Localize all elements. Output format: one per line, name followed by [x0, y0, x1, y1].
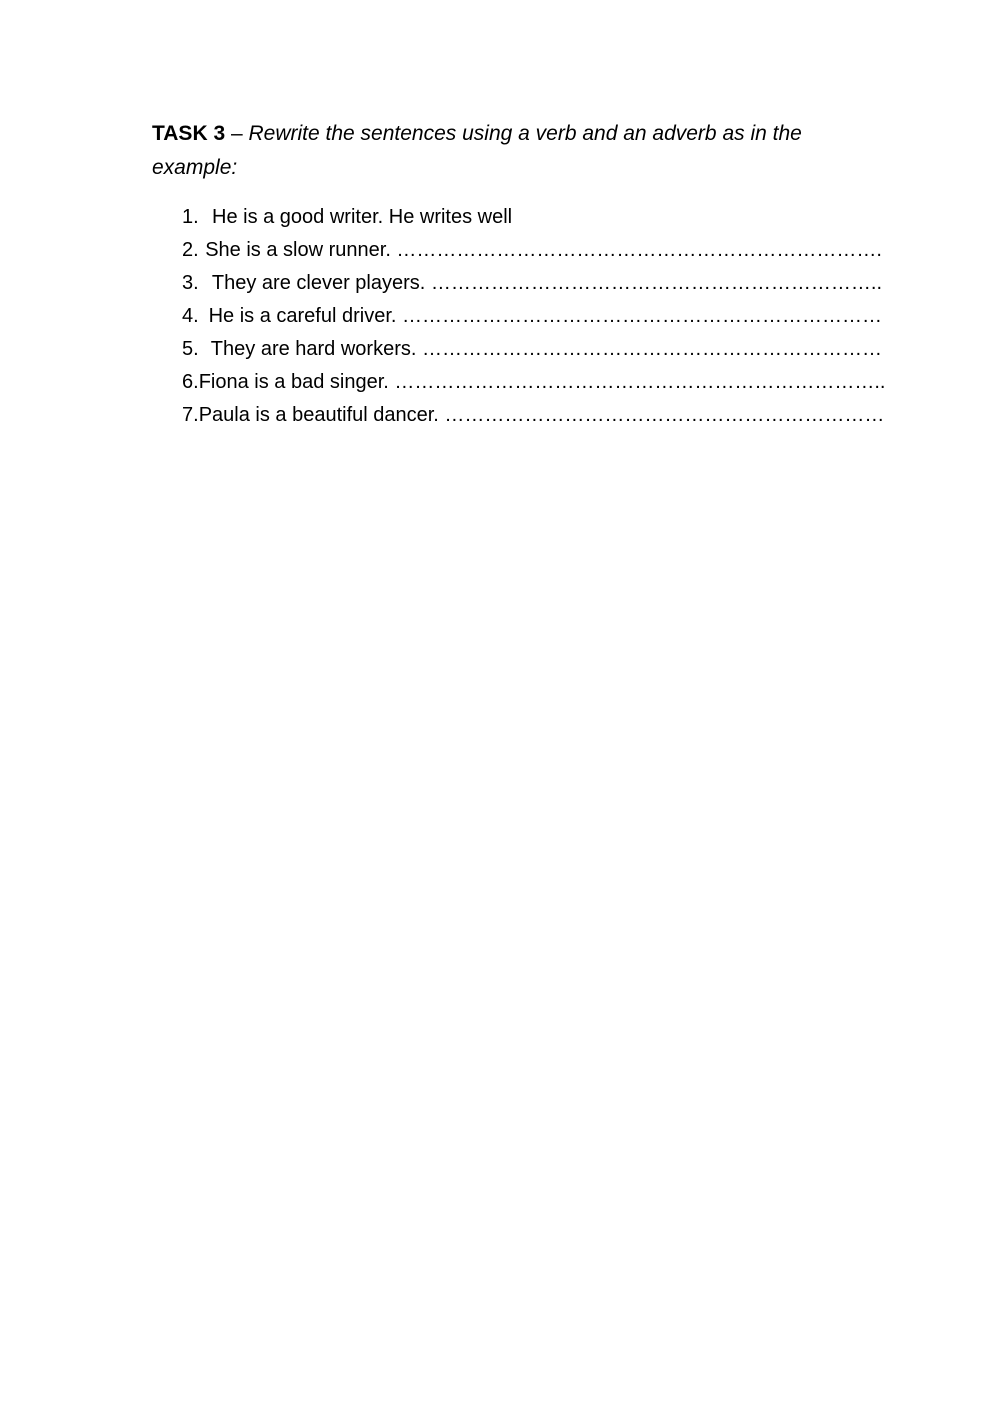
exercise-item-4 — [182, 300, 882, 333]
item-number: 4. — [182, 305, 199, 327]
task-heading — [152, 117, 852, 185]
item-text: They are clever players. ………………………………………………………….. — [211, 272, 882, 294]
exercise-list — [182, 201, 886, 432]
exercise-item-7 — [182, 399, 885, 432]
exercise-item-2 — [182, 234, 882, 267]
item-number: 1. — [182, 206, 199, 228]
exercise-item-1 — [182, 201, 882, 234]
item-text: Fiona is a bad singer. ……………………………………………………………….. — [198, 371, 886, 393]
task-instruction: Rewrite the sentences using a verb and an adverb as in the example: — [152, 122, 802, 179]
item-number: 5. — [182, 338, 199, 360]
item-text: He is a careful driver. ……………………………………………………………… — [208, 305, 882, 327]
task-dash: – — [225, 122, 249, 145]
item-number: 7. — [182, 404, 199, 426]
item-number: 6. — [182, 371, 199, 393]
item-text: Paula is a beautiful dancer. ………………………………………………………… — [198, 404, 885, 426]
item-text: He is a good writer. He writes well — [212, 206, 513, 228]
item-text: She is a slow runner. ………………………………………………………………. — [205, 239, 882, 261]
exercise-item-5 — [182, 333, 882, 366]
item-number: 2. — [182, 239, 199, 261]
item-number: 3. — [182, 272, 199, 294]
exercise-item-6 — [182, 366, 886, 399]
task-label: TASK 3 — [152, 122, 226, 145]
item-text: They are hard workers. …………………………………………………………… — [210, 338, 882, 360]
exercise-item-3 — [182, 267, 882, 300]
